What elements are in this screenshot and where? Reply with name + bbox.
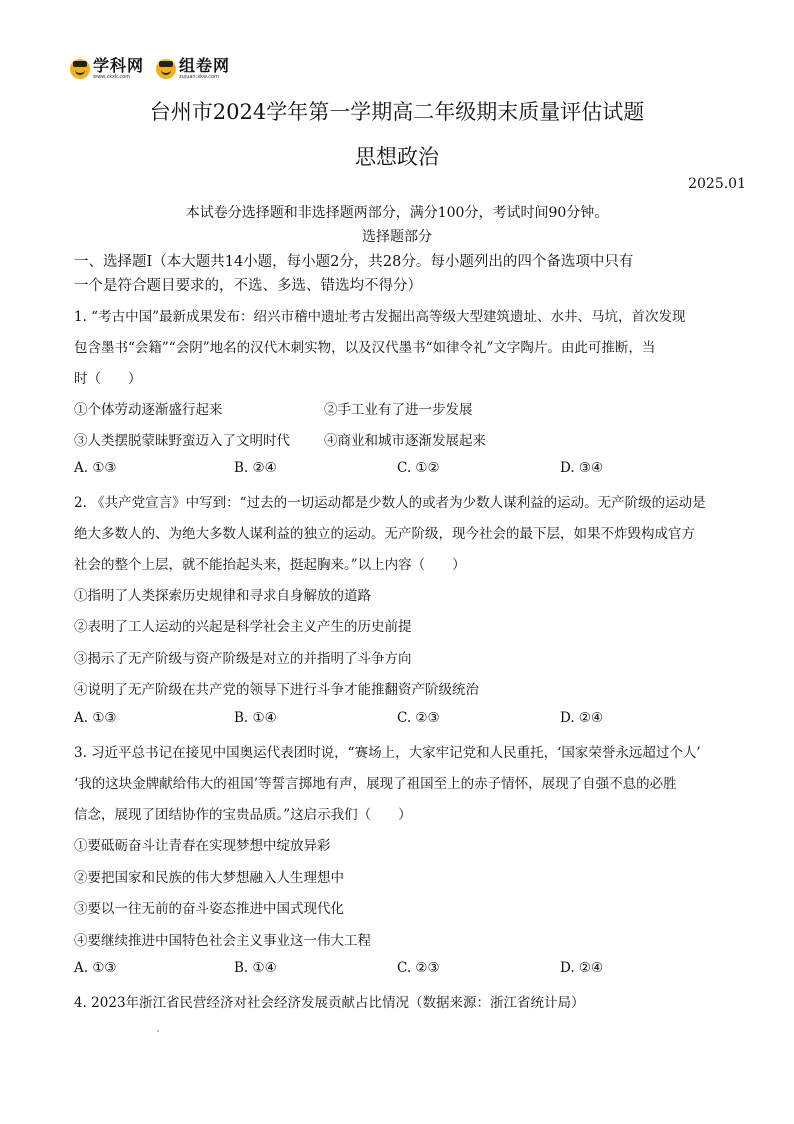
exam-title: 台州市2024学年第一学期高二年级期末质量评估试题 — [149, 100, 645, 124]
question-text: 社会的整个上层，就不能抬起头来，挺起胸来。”以上内容（ ） — [74, 557, 466, 573]
graduation-cap-icon — [70, 59, 90, 79]
statement: ②要把国家和民族的伟大梦想融入人生理想中 — [74, 870, 344, 886]
statement: ④商业和城市逐渐发展起来 — [324, 433, 486, 449]
statement: ①个体劳动逐渐盛行起来 — [74, 402, 223, 418]
statement: ③人类摆脱蒙昧野蛮迈入了文明时代 — [74, 433, 290, 449]
exam-subject: 思想政治 — [355, 145, 439, 169]
instruction-line: 一、选择题Ⅰ（本大题共14小题，每小题2分，共28分。每小题列出的四个备选项中只有 — [74, 254, 634, 270]
graduation-cap-icon — [156, 59, 176, 79]
question-text: 时（ ） — [74, 371, 142, 387]
logo-name: 学科网 — [93, 56, 145, 75]
logo-url: zujuan.xkw.com — [179, 74, 219, 80]
xuekewang-logo — [70, 58, 144, 80]
answer-option-b: B. ①④ — [234, 710, 277, 726]
answer-option-d: D. ②④ — [560, 710, 604, 726]
answer-option-a: A. ①③ — [74, 460, 117, 476]
question-text: 1. “考古中国”最新成果发布：绍兴市稽中遗址考古发掘出高等级大型建筑遗址、水井、马坑，首次发现 — [74, 309, 686, 325]
question-text: 4. 2023年浙江省民营经济对社会经济发展贡献占比情况（数据来源：浙江省统计局） — [74, 995, 585, 1011]
statement: ①要砥砺奋斗让青春在实现梦想中绽放异彩 — [74, 838, 331, 854]
question-text: ‘我的这块金牌献给伟大的祖国’等誓言掷地有声，展现了祖国至上的赤子情怀，展现了自强不息的必胜 — [74, 776, 677, 792]
answer-option-b: B. ①④ — [234, 960, 277, 976]
section-heading: 选择题部分 — [362, 229, 432, 245]
statement: ①指明了人类探索历史规律和寻求自身解放的道路 — [74, 588, 371, 604]
scan-speck — [157, 1030, 159, 1032]
answer-option-c: C. ②③ — [397, 710, 440, 726]
logo-name: 组卷网 — [179, 56, 231, 75]
zujuanwang-logo — [156, 58, 230, 80]
question-text: 绝大多数人的、为绝大多数人谋利益的独立的运动。无产阶级，现今社会的最下层，如果不炸毁构成官方 — [74, 526, 695, 542]
statement: ③揭示了无产阶级与资产阶级是对立的并指明了斗争方向 — [74, 651, 412, 667]
question-text: 包含墨书“会籍”“会阴”地名的汉代木刺实物，以及汉代墨书“如律令礼”文字陶片。由此可推断，当 — [74, 340, 656, 356]
answer-option-b: B. ②④ — [234, 460, 277, 476]
answer-option-c: C. ①② — [397, 460, 440, 476]
statement: ④说明了无产阶级在共产党的领导下进行斗争才能推翻资产阶级统治 — [74, 682, 479, 698]
statement: ②手工业有了进一步发展 — [324, 402, 473, 418]
answer-option-d: D. ③④ — [560, 460, 604, 476]
statement: ③要以一往无前的奋斗姿态推进中国式现代化 — [74, 901, 344, 917]
answer-option-a: A. ①③ — [74, 710, 117, 726]
answer-option-a: A. ①③ — [74, 960, 117, 976]
statement: ④要继续推进中国特色社会主义事业这一伟大工程 — [74, 933, 371, 949]
question-text: 2. 《共产党宣言》中写到：“过去的一切运动都是少数人的或者为少数人谋利益的运动。无产阶级的运动是 — [74, 495, 706, 511]
logo-url: www.zxxk.com — [93, 74, 131, 80]
question-text: 信念，展现了团结协作的宝贵品质。”这启示我们（ ） — [74, 807, 412, 823]
exam-date: 2025.01 — [688, 176, 746, 192]
instruction-line: 一个是符合题目要求的，不选、多选、错选均不得分） — [74, 278, 422, 294]
exam-intro: 本试卷分选择题和非选择题两部分，满分100分，考试时间90分钟。 — [185, 205, 609, 221]
question-text: 3. 习近平总书记在接见中国奥运代表团时说，“赛场上，大家牢记党和人民重托，‘国家荣誉永远超过个人’ — [74, 745, 701, 761]
answer-option-c: C. ②③ — [397, 960, 440, 976]
answer-option-d: D. ②④ — [560, 960, 604, 976]
publisher-logos — [70, 58, 230, 80]
statement: ②表明了工人运动的兴起是科学社会主义产生的历史前提 — [74, 619, 412, 635]
